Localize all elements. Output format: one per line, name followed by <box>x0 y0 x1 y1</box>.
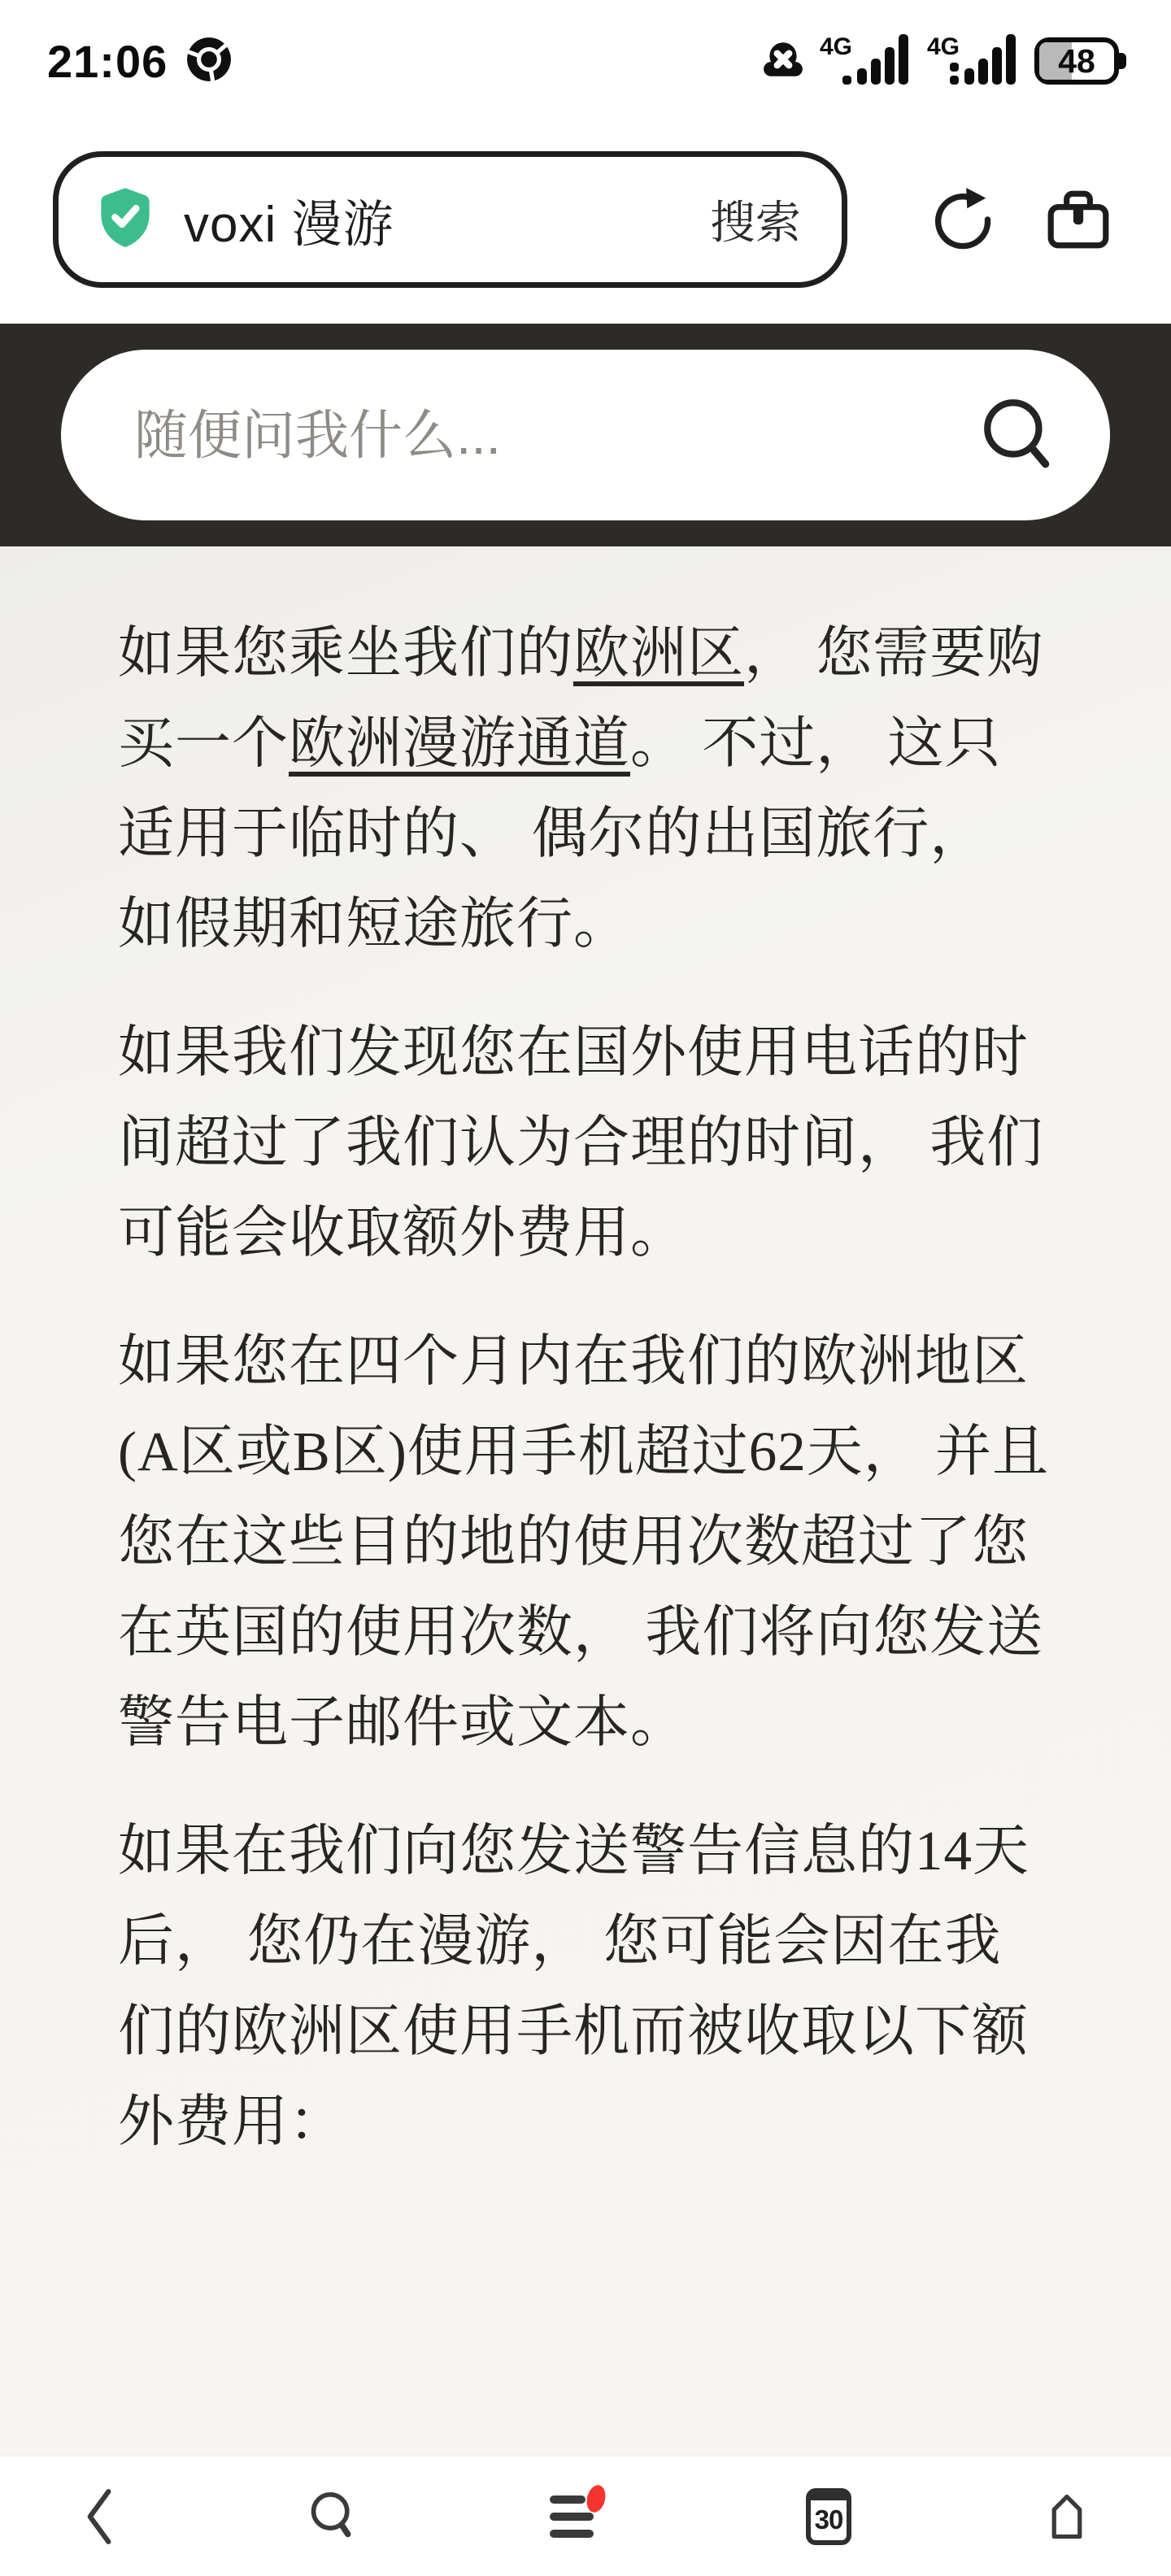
body-paragraph: 如果您在四个月内在我们的欧洲地区(A区或B区)使用手机超过62天， 并且您在这些目的地的使用次数超过了您在英国的使用次数， 我们将向您发送警告电子邮件或文本。 <box>118 1330 1050 1753</box>
battery-percent: 48 <box>1058 41 1095 80</box>
link-europe-zone[interactable]: 欧洲区 <box>573 622 744 684</box>
refresh-button[interactable] <box>929 187 997 255</box>
home-button[interactable] <box>1044 2491 1090 2542</box>
search-nav-button[interactable] <box>308 2491 357 2543</box>
body-paragraph: 如果在我们向您发送警告信息的14天后， 您仍在漫游， 您可能会因在我们的欧洲区使用手机而被收取以下额外费用： <box>118 1820 1030 2152</box>
site-verified-shield-icon <box>96 186 155 254</box>
signal-sim2-icon <box>927 33 1020 89</box>
address-bar[interactable] <box>53 151 847 288</box>
ai-search-input[interactable] <box>133 403 978 467</box>
search-icon[interactable] <box>978 394 1058 477</box>
browser-toolbar <box>0 122 1171 324</box>
svg-text:4G: 4G <box>820 33 853 60</box>
status-bar <box>0 0 1171 122</box>
tab-count: 30 <box>814 2504 843 2535</box>
back-button[interactable] <box>81 2487 115 2547</box>
toolbox-button[interactable] <box>1044 187 1112 252</box>
clock: 21:06 <box>47 35 168 87</box>
notification-badge <box>584 2482 608 2513</box>
page-content <box>0 546 1171 2456</box>
tabs-icon <box>806 2488 851 2545</box>
ai-search-band <box>0 324 1171 546</box>
chrome-icon <box>185 36 233 87</box>
page-title: voxi 漫游 <box>184 196 394 253</box>
paragraph-text: 。 不过， 这只适用于临时的、 偶尔的出国旅行， 如假期和短途旅行。 <box>118 712 1002 955</box>
tabs-button[interactable] <box>806 2488 851 2545</box>
search-button[interactable]: 搜索 <box>710 197 801 248</box>
battery-nub <box>1119 53 1126 69</box>
bottom-nav-bar <box>0 2456 1171 2576</box>
paragraph-text: 如果您乘坐我们的 <box>118 622 573 684</box>
link-european-roaming-pass[interactable]: 欧洲漫游通道 <box>289 712 630 774</box>
menu-icon <box>550 2493 613 2540</box>
notification-muted-icon <box>761 40 805 83</box>
svg-text:4G: 4G <box>927 33 960 60</box>
menu-button[interactable] <box>550 2493 613 2540</box>
paragraph-text: ， 您需要购买一个 <box>118 622 1044 774</box>
body-paragraph <box>118 608 1057 969</box>
battery-icon <box>1034 37 1119 85</box>
ai-search-box[interactable] <box>61 350 1110 520</box>
signal-sim1-icon <box>820 33 912 89</box>
body-paragraph: 如果我们发现您在国外使用电话的时间超过了我们认为合理的时间， 我们可能会收取额外费用。 <box>118 1021 1044 1264</box>
